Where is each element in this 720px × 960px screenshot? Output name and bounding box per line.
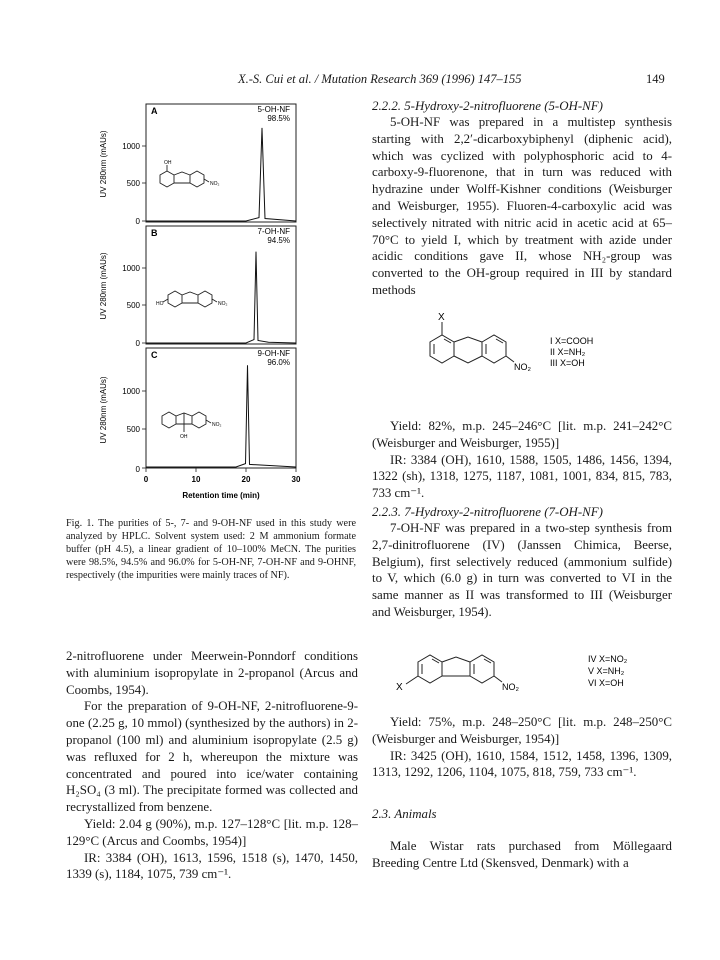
structure-2-legend-iv: IV X=NO₂ bbox=[588, 654, 628, 664]
structure-2-legend-vi: VI X=OH bbox=[588, 678, 624, 688]
section-2-3-body bbox=[372, 838, 672, 872]
paragraph-7-oh-nf-synthesis: 7-OH-NF was prepared in a two-step synthesis from 2,7-dinitrofluorene (IV) (Janssen Chimica, Beerse, Belgium), first selectively reduced (ammonium sulfide) to V, which (6.0 g) in turn was converted to VI in the same manner as II was transformed to III (Weisburger and Weisburger, 1954). bbox=[372, 521, 672, 619]
structure-2-nitro: NO₂ bbox=[502, 682, 519, 692]
structure-1-legend-i: I X=COOH bbox=[550, 336, 594, 346]
panel-c-label-name: 9-OH-NF bbox=[257, 349, 290, 358]
panel-c-label-purity: 96.0% bbox=[267, 358, 290, 367]
ir-5-oh-nf: IR: 3384 (OH), 1610, 1588, 1505, 1486, 1456, 1394, 1322 (sh), 1318, 1275, 1187, 1081, 1001, 834, 815, 783, 733 cm⁻¹. bbox=[372, 452, 672, 501]
panel-c-ytick-1000: 1000 bbox=[122, 387, 140, 396]
structure-1-x: X bbox=[438, 312, 445, 323]
panel-c-substituent: OH bbox=[180, 434, 188, 440]
left-ir: IR: 3384 (OH), 1613, 1596, 1518 (s), 1470, 1450, 1339 (s), 1184, 1075, 739 cm⁻¹. bbox=[66, 850, 358, 882]
section-2-3 bbox=[372, 807, 672, 822]
panel-c-ylabel: UV 280nm (mAUs) bbox=[99, 376, 108, 444]
panel-a-substituent: OH bbox=[164, 160, 172, 166]
structure-1-legend-ii: II X=NH₂ bbox=[550, 347, 586, 357]
yield-5-oh-nf: Yield: 82%, m.p. 245–246°C [lit. m.p. 241–242°C (Weisburger and Weisburger, 1955)] bbox=[372, 419, 672, 450]
panel-a-ytick-0: 0 bbox=[135, 217, 140, 226]
panel-b-nitro: NO₂ bbox=[218, 301, 228, 307]
xtick-0: 0 bbox=[143, 475, 149, 484]
panel-c-ytick-500: 500 bbox=[126, 425, 140, 434]
x-axis-label: Retention time (min) bbox=[182, 491, 260, 500]
section-2-2-2-results bbox=[372, 418, 672, 502]
page-number: 149 bbox=[646, 72, 665, 86]
section-2-2-3 bbox=[372, 505, 672, 621]
panel-a-label-name: 5-OH-NF bbox=[257, 105, 290, 114]
panel-a-trace bbox=[146, 128, 296, 221]
panel-a-ylabel: UV 280nm (mAUs) bbox=[99, 130, 108, 198]
panel-a-structure bbox=[160, 165, 209, 187]
panel-a-ytick-1000: 1000 bbox=[122, 142, 140, 151]
panel-c-nitro: NO₂ bbox=[212, 422, 222, 428]
panel-a-nitro: NO₂ bbox=[210, 181, 220, 187]
left-paragraph-1: 2-nitrofluorene under Meerwein-Ponndorf conditions with aluminium isopropylate in 2-propanol (Arcus and Coombs, 1954). bbox=[66, 649, 358, 697]
running-title: X.-S. Cui et al. / Mutation Research 369 (1996) 147–155 bbox=[238, 72, 522, 86]
heading-7-oh-nf: 2.2.3. 7-Hydroxy-2-nitrofluorene (7-OH-NF) bbox=[372, 505, 603, 519]
structure-iv-vi bbox=[390, 644, 660, 704]
panel-b-ytick-0: 0 bbox=[135, 339, 140, 348]
panel-c-letter: C bbox=[151, 350, 158, 360]
ir-7-oh-nf: IR: 3425 (OH), 1610, 1584, 1512, 1458, 1396, 1309, 1313, 1292, 1206, 1104, 1075, 818, 759, 733 cm⁻¹. bbox=[372, 748, 672, 780]
panel-c-structure bbox=[162, 412, 211, 432]
paragraph-5-oh-nf-synthesis: 5-OH-NF was prepared in a multistep synthesis starting with 2,2′-dicarboxybiphenyl (diphenic acid), which was cyclized with polyphosphoric acid to 4-carboxy-9-fluorenone, that in turn was reduced with hydrazine under Wolff-Kishner conditions (Weisburger and Weisburger, 1955). Fluoren-4-carboxylic acid was selectively nitrated with nitric acid in acetic acid at 65–70°C to yield I, which by treatment with azide under acidic conditions gave II, whose NH₂-group was converted to the OH-group required in III by standard methods bbox=[372, 115, 672, 297]
panel-a-label-purity: 98.5% bbox=[267, 114, 290, 123]
panel-b-ytick-500: 500 bbox=[126, 301, 140, 310]
paragraph-animals: Male Wistar rats purchased from Möllegaard Breeding Centre Ltd (Skensved, Denmark) with a bbox=[372, 839, 672, 870]
figure-caption: Fig. 1. The purities of 5-, 7- and 9-OH-NF used in this study were analyzed by HPLC. Solvent system used: 2 M ammonium formate buffer (pH 4.5), a linear gradient of 10–100% MeCN. The purities were 98.5%, 94.5% and 96.0% for 5-OH-NF, 7-OH-NF and 9-OHNF, respectively (the impurities were mainly traces of NF). bbox=[66, 518, 356, 581]
xtick-20: 20 bbox=[241, 475, 251, 484]
panel-b-structure bbox=[163, 291, 217, 307]
left-yield: Yield: 2.04 g (90%), m.p. 127–128°C [lit. m.p. 128–129°C (Arcus and Coombs, 1954)] bbox=[66, 816, 358, 848]
panel-a-letter: A bbox=[151, 106, 158, 116]
panel-b-ylabel: UV 280nm (mAUs) bbox=[99, 252, 108, 320]
running-header bbox=[0, 72, 720, 92]
left-column bbox=[66, 648, 358, 883]
left-paragraph-2: For the preparation of 9-OH-NF, 2-nitrofluorene-9-one (2.25 g, 10 mmol) (synthesized by the authors) in 2-propanol (100 ml) and aluminium isopropylate (2.5 g) was refluxed for 2 h, whereupon the mixture was concentrated and poured into ice/water containing H₂SO₄ (3 ml). The precipitate formed was collected and recrystallized from benzene. bbox=[66, 699, 358, 815]
panel-b-ytick-1000: 1000 bbox=[122, 264, 140, 273]
structure-2-x: X bbox=[396, 682, 403, 693]
structure-1-nitro: NO₂ bbox=[514, 362, 531, 372]
structure-2-legend-v: V X=NH₂ bbox=[588, 666, 625, 676]
section-2-2-2 bbox=[372, 99, 672, 299]
panel-b-label-purity: 94.5% bbox=[267, 236, 290, 245]
heading-5-oh-nf: 2.2.2. 5-Hydroxy-2-nitrofluorene (5-OH-NF) bbox=[372, 99, 603, 113]
panel-c-trace bbox=[146, 365, 296, 467]
section-2-2-3-results bbox=[372, 714, 672, 781]
panel-c-ytick-0: 0 bbox=[135, 465, 140, 474]
heading-animals: 2.3. Animals bbox=[372, 807, 437, 821]
panel-b-label-name: 7-OH-NF bbox=[257, 227, 290, 236]
structure-i-iii bbox=[420, 310, 650, 390]
hplc-figure bbox=[60, 96, 360, 508]
structure-1-legend-iii: III X=OH bbox=[550, 358, 585, 368]
panel-b-substituent: HO bbox=[156, 301, 164, 307]
xtick-30: 30 bbox=[291, 475, 301, 484]
panel-b-trace bbox=[146, 252, 296, 343]
xtick-10: 10 bbox=[191, 475, 201, 484]
yield-7-oh-nf: Yield: 75%, m.p. 248–250°C [lit. m.p. 248–250°C (Weisburger and Weisburger, 1954)] bbox=[372, 715, 672, 746]
panel-b-letter: B bbox=[151, 228, 158, 238]
panel-a-ytick-500: 500 bbox=[126, 179, 140, 188]
